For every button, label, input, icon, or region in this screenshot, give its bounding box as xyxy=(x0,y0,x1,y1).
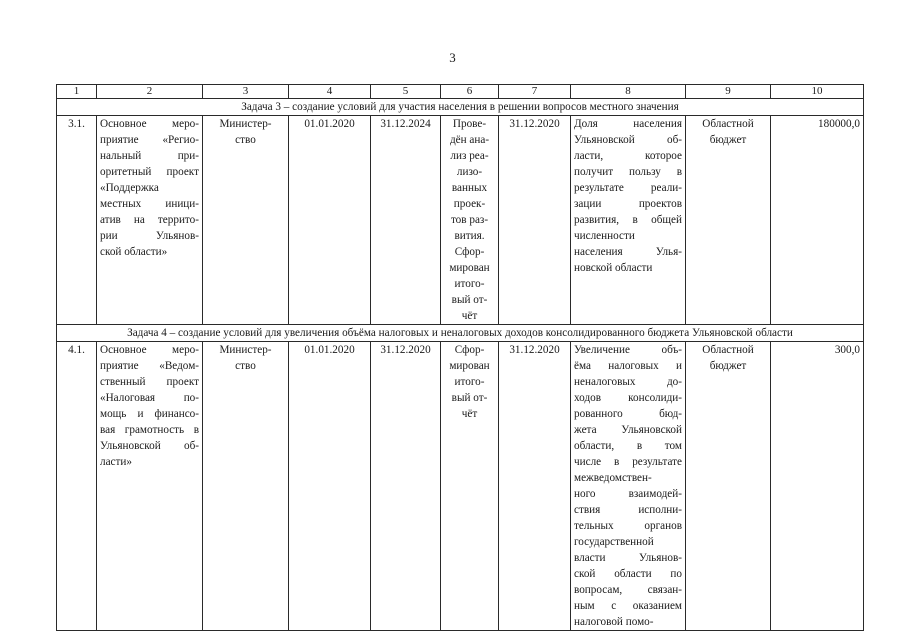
start-date: 01.01.2020 xyxy=(289,342,371,631)
text-line: Прове- xyxy=(452,118,487,130)
indicator-lines xyxy=(574,116,682,276)
text-line: ёма налоговых и xyxy=(574,360,682,372)
text-line: ласти, которое xyxy=(574,150,682,162)
table-row xyxy=(57,116,864,325)
text-line: развития, в общей xyxy=(574,214,682,226)
result-lines xyxy=(444,342,495,422)
column-number: 8 xyxy=(571,85,686,99)
column-number: 10 xyxy=(771,85,864,99)
text-line: ласти» xyxy=(100,456,132,468)
end-date: 31.12.2024 xyxy=(371,116,441,325)
text-line: ской области по xyxy=(574,568,682,580)
funding-amount: 180000,0 xyxy=(771,116,864,325)
text-line: ской области» xyxy=(100,246,168,258)
text-line: проек- xyxy=(453,198,486,210)
indicator xyxy=(571,116,686,325)
column-number: 2 xyxy=(97,85,203,99)
text-line: населения Улья- xyxy=(574,246,682,258)
result-lines xyxy=(444,116,495,324)
text-line: «Налоговая по- xyxy=(100,392,199,404)
funding-source-lines xyxy=(689,116,767,148)
text-line: Доля населения xyxy=(574,118,682,130)
executor-lines xyxy=(206,116,285,148)
text-line: тов раз- xyxy=(450,214,489,226)
text-line: государственной xyxy=(574,536,654,548)
text-line: числе в результате xyxy=(574,456,682,468)
text-line: Сфор- xyxy=(454,246,485,258)
text-line: оритетный проект xyxy=(100,166,199,178)
text-line: численности xyxy=(574,230,635,242)
measure-name xyxy=(97,342,203,631)
row-number: 4.1. xyxy=(57,342,97,631)
text-line: бюджет xyxy=(709,360,747,372)
text-line: ство xyxy=(235,360,256,372)
text-line: ство xyxy=(235,134,256,146)
text-line: Областной xyxy=(702,118,754,130)
text-line: рии Ульянов- xyxy=(100,230,199,242)
text-line: ванных xyxy=(451,182,488,194)
text-line: приятие «Регио- xyxy=(100,134,199,146)
text-line: дён ана- xyxy=(449,134,490,146)
text-line: ходов консолиди- xyxy=(574,392,682,404)
funding-source xyxy=(686,342,771,631)
text-line: мощь и финансо- xyxy=(100,408,199,420)
text-line: получит пользу в xyxy=(574,166,682,178)
text-line: налоговой помо- xyxy=(574,616,654,628)
text-line: вития. xyxy=(454,230,485,242)
text-line: новской области xyxy=(574,262,653,274)
indicator xyxy=(571,342,686,631)
indicator-lines xyxy=(574,342,682,630)
text-line: приятие «Ведом- xyxy=(100,360,199,372)
column-number: 6 xyxy=(441,85,499,99)
measure-name-lines xyxy=(100,116,199,260)
executor-lines xyxy=(206,342,285,374)
text-line: «Поддержка xyxy=(100,182,159,194)
executor xyxy=(203,342,289,631)
text-line: результате реали- xyxy=(574,182,682,194)
column-number: 5 xyxy=(371,85,441,99)
measures-table xyxy=(56,84,864,631)
text-line: ственный проект xyxy=(100,376,199,388)
column-number: 9 xyxy=(686,85,771,99)
column-number: 4 xyxy=(289,85,371,99)
text-line: мирован xyxy=(449,360,490,372)
text-line: атив на террито- xyxy=(100,214,199,226)
task-4-row xyxy=(57,325,864,342)
text-line: области, в том xyxy=(574,440,682,452)
task-4-title: Задача 4 – создание условий для увеличения объёма налоговых и неналоговых доходов консолидированного бюджета Ульяновской области xyxy=(57,325,864,342)
funding-source xyxy=(686,116,771,325)
text-line: чёт xyxy=(461,408,478,420)
result xyxy=(441,116,499,325)
text-line: чёт xyxy=(461,310,478,322)
text-line: итого- xyxy=(454,278,485,290)
text-line: рованного бюд- xyxy=(574,408,682,420)
text-line: лизо- xyxy=(456,166,483,178)
text-line: итого- xyxy=(454,376,485,388)
deadline: 31.12.2020 xyxy=(499,116,571,325)
row-number: 3.1. xyxy=(57,116,97,325)
text-line: межведомствен- xyxy=(574,472,652,484)
text-line: Министер- xyxy=(219,344,272,356)
text-line: Основное меро- xyxy=(100,344,199,356)
funding-source-lines xyxy=(689,342,767,374)
page-number: 3 xyxy=(449,50,456,65)
text-line: местных иници- xyxy=(100,198,199,210)
task-3-row xyxy=(57,99,864,116)
measure-name xyxy=(97,116,203,325)
text-line: Областной xyxy=(702,344,754,356)
text-line: вый от- xyxy=(451,294,488,306)
text-line: Основное меро- xyxy=(100,118,199,130)
column-number-row xyxy=(57,85,864,99)
text-line: Министер- xyxy=(219,118,272,130)
text-line: бюджет xyxy=(709,134,747,146)
text-line: ного взаимодей- xyxy=(574,488,682,500)
start-date: 01.01.2020 xyxy=(289,116,371,325)
text-line: жета Ульяновской xyxy=(574,424,682,436)
column-number: 1 xyxy=(57,85,97,99)
measure-name-lines xyxy=(100,342,199,470)
text-line: неналоговых до- xyxy=(574,376,682,388)
text-line: тельных органов xyxy=(574,520,682,532)
text-line: ствия исполни- xyxy=(574,504,682,516)
text-line: Сфор- xyxy=(454,344,485,356)
text-line: нальный при- xyxy=(100,150,199,162)
funding-amount: 300,0 xyxy=(771,342,864,631)
text-line: ным с оказанием xyxy=(574,600,682,612)
column-number: 7 xyxy=(499,85,571,99)
column-number: 3 xyxy=(203,85,289,99)
text-line: власти Ульянов- xyxy=(574,552,682,564)
task-3-title: Задача 3 – создание условий для участия населения в решении вопросов местного значения xyxy=(57,99,864,116)
text-line: мирован xyxy=(449,262,490,274)
text-line: зации проектов xyxy=(574,198,682,210)
text-line: вая грамотность в xyxy=(100,424,199,436)
text-line: лиз реа- xyxy=(450,150,489,162)
text-line: Ульяновской об- xyxy=(100,440,199,452)
deadline: 31.12.2020 xyxy=(499,342,571,631)
text-line: вый от- xyxy=(451,392,488,404)
text-line: вопросам, связан- xyxy=(574,584,682,596)
end-date: 31.12.2020 xyxy=(371,342,441,631)
result xyxy=(441,342,499,631)
text-line: Увеличение объ- xyxy=(574,344,682,356)
executor xyxy=(203,116,289,325)
table-row xyxy=(57,342,864,631)
text-line: Ульяновской об- xyxy=(574,134,682,146)
